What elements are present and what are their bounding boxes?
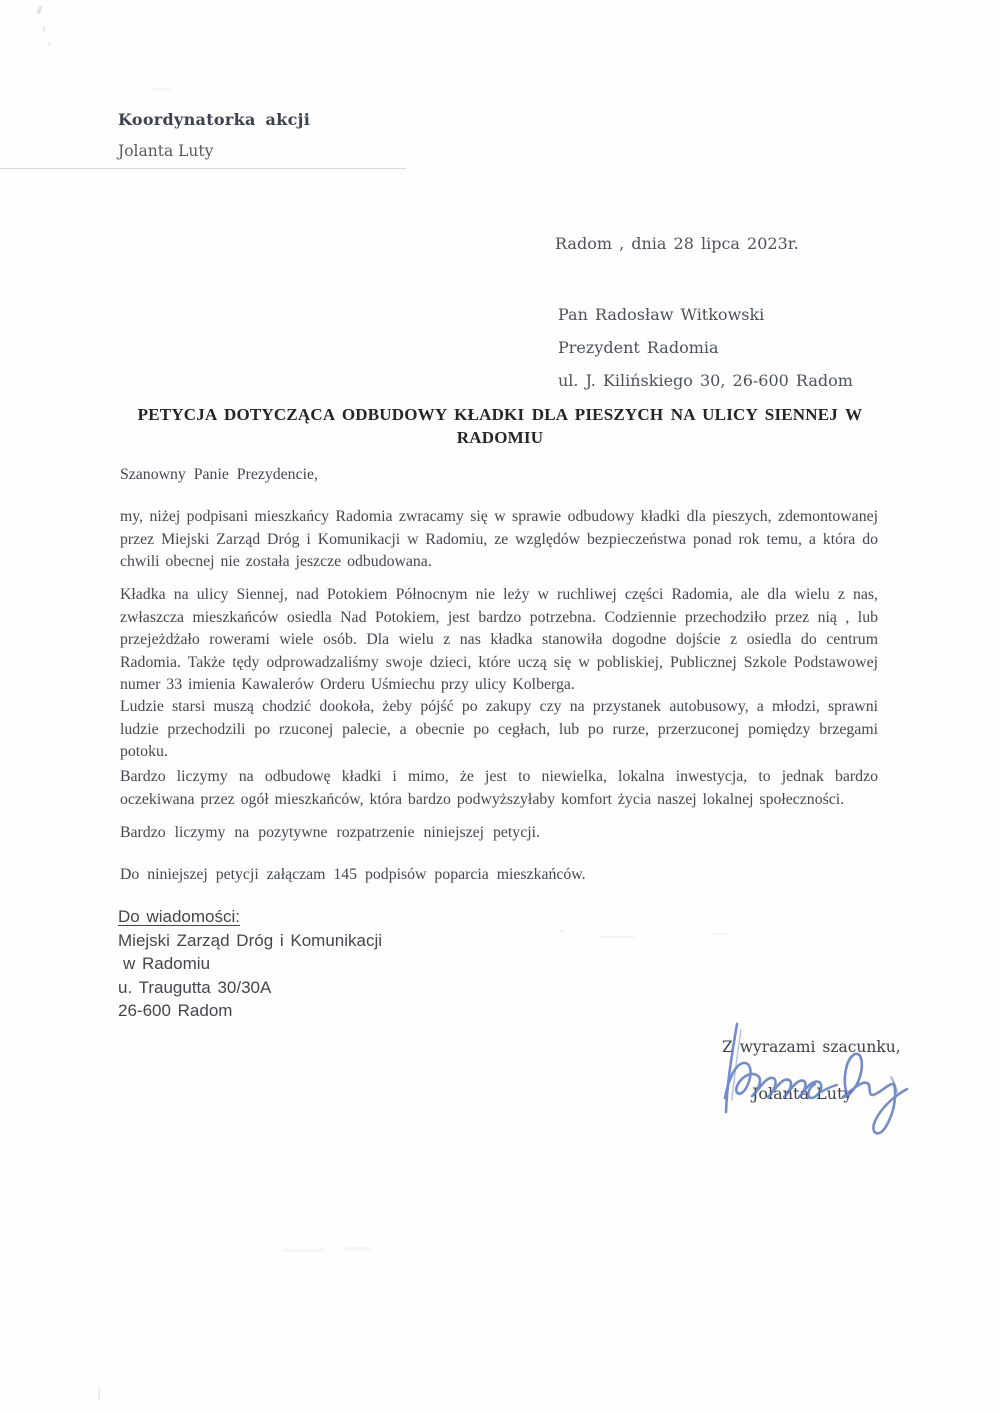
coordinator-label: Koordynatorka akcji	[118, 110, 311, 129]
body-paragraph: Do niniejszej petycji załączam 145 podpisów poparcia mieszkańców.	[120, 866, 586, 883]
body-paragraph: Ludzie starsi muszą chodzić dookoła, żeby pójść po zakupy czy na przystanek autobusowy, a młodzi, sprawni ludzie przechodzili po rzuconej palecie, a obecnie po cegłach, lub po rurze, przerzuconej pomiędzy brzegami potoku.	[120, 698, 878, 760]
separator-line	[0, 168, 406, 169]
cc-organization: Miejski Zarząd Dróg i Komunikacji	[118, 930, 383, 950]
cc-heading: Do wiadomości:	[118, 907, 240, 926]
coordinator-name: Jolanta Luty	[118, 142, 214, 160]
scan-artifact	[345, 1247, 371, 1250]
recipient-address: ul. J. Kilińskiego 30, 26-600 Radom	[558, 371, 853, 390]
body-paragraph: Kładka na ulicy Siennej, nad Potokiem Północnym nie leży w ruchliwej części Radomia, ale dla wielu z nas, zwłaszcza mieszkańców osiedla Nad Potokiem, jest bardzo potrzebna. Codziennie przechodziło przez nią , lub przejeżdżało rowerami wiele osób. Dla wielu z nas kładka stanowiła dogodne dojście z osiedla do centrum Radomia. Także tędy odprowadzaliśmy swoje dzieci, które uczą się w pobliskiej, Publicznej Szkole Podstawowej numer 33 imienia Kawalerów Orderu Uśmiechu przy ulicy Kolberga.	[120, 586, 878, 693]
scan-artifact	[600, 936, 634, 938]
scan-artifact	[150, 88, 172, 90]
cc-block	[118, 905, 382, 1023]
recipient-name: Pan Radosław Witkowski	[558, 305, 765, 324]
scan-artifact	[48, 42, 51, 45]
scan-artifact	[560, 930, 563, 932]
scan-artifact	[283, 1249, 323, 1252]
closing-phrase: Z wyrazami szacunku,	[722, 1038, 901, 1056]
salutation: Szanowny Panie Prezydencie,	[120, 466, 318, 483]
cc-city: w Radomiu	[123, 954, 211, 973]
body-paragraph: my, niżej podpisani mieszkańcy Radomia zwracamy się w sprawie odbudowy kładki dla pieszych, zdemontowanej przez Miejski Zarząd Dróg i Komunikacji w Radomiu, ze względów bezpieczeństwa ponad rok temu, a która do chwili obecnej nie została jeszcze odbudowana.	[120, 508, 878, 570]
scan-artifact	[37, 6, 43, 15]
dateline: Radom , dnia 28 lipca 2023r.	[555, 234, 799, 253]
handwritten-signature-icon	[695, 1020, 920, 1140]
body-paragraph: Bardzo liczymy na pozytywne rozpatrzenie niniejszej petycji.	[120, 824, 540, 841]
signature-printed-name: Jolanta Luty	[752, 1084, 853, 1103]
scan-artifact	[98, 1386, 100, 1400]
recipient-block	[558, 298, 853, 397]
scan-artifact	[42, 26, 45, 32]
petition-title: PETYCJA DOTYCZĄCA ODBUDOWY KŁADKI DLA PIESZYCH NA ULICY SIENNEJ W RADOMIU	[137, 405, 863, 447]
body-paragraph: Bardzo liczymy na odbudowę kładki i mimo, że jest to niewielka, lokalna inwestycja, to jednak bardzo oczekiwana przez ogół mieszkańców, która bardzo podwyższyłaby komfort życia naszej lokalnej społeczności.	[120, 768, 878, 808]
recipient-title: Prezydent Radomia	[558, 338, 719, 357]
cc-postal: 26-600 Radom	[118, 1001, 233, 1020]
scan-artifact	[712, 933, 728, 935]
cc-street: u. Traugutta 30/30A	[118, 977, 272, 997]
